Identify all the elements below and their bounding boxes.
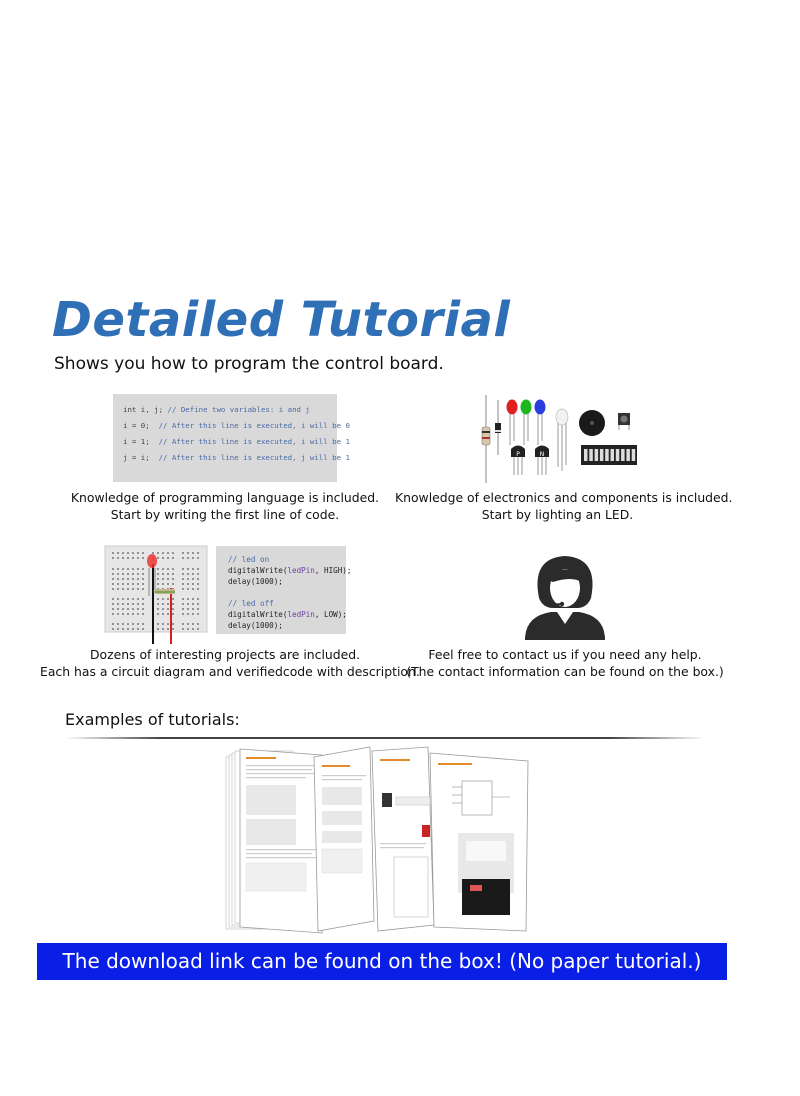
resistor-icon — [482, 395, 490, 483]
feature-electronics-caption: Knowledge of electronics and components is included. Start by lighting an LED. — [395, 490, 733, 522]
examples-heading: Examples of tutorials: — [65, 710, 240, 729]
diode-icon — [495, 400, 501, 455]
section-divider — [65, 737, 705, 740]
feature-support-caption: Feel free to contact us if you need any help. (The contact information can be found on the box.) — [406, 647, 724, 679]
document-icon — [430, 753, 528, 931]
buzzer-icon — [579, 410, 605, 436]
document-icon — [314, 747, 374, 931]
svg-text:N: N — [539, 451, 545, 458]
document-icon — [372, 747, 434, 931]
led-bar-icon — [581, 445, 637, 465]
download-link-banner: The download link can be found on the box! (No paper tutorial.) — [37, 943, 727, 980]
support-agent-icon — [523, 550, 607, 640]
led-icon — [507, 400, 518, 446]
tutorial-pages-illustration — [222, 745, 542, 935]
page-title: Detailed Tutorial — [52, 292, 511, 348]
rgb-led-icon — [556, 409, 568, 471]
electronic-components-illustration — [478, 395, 648, 485]
feature-programming-caption: Knowledge of programming language is included. Start by writing the first line of code. — [70, 490, 380, 522]
transistor-icon — [511, 446, 525, 476]
led-icon — [147, 554, 157, 568]
button-icon — [618, 413, 630, 430]
feature-projects-caption: Dozens of interesting projects are included. Each has a circuit diagram and verifiedcode with description. — [40, 647, 420, 679]
code-sample-programming — [113, 394, 350, 482]
code-line: int i, j; // Define two variables: i and j — [123, 405, 310, 414]
svg-text:P: P — [516, 451, 520, 458]
document-icon — [226, 749, 322, 933]
code-line: j = i; // After this line is executed, j will be 1 — [123, 453, 350, 462]
led-icon — [521, 400, 532, 446]
code-line: i = 1; // After this line is executed, i will be 1 — [123, 437, 350, 446]
page-subtitle: Shows you how to program the control board. — [54, 354, 444, 374]
code-sample-led: // led on digitalWrite(ledPin, HIGH); delay(1000); // led off digitalWrite(ledPin, LOW); delay(1000); — [216, 546, 346, 634]
code-line: i = 0; // After this line is executed, i will be 0 — [123, 421, 350, 430]
led-icon — [535, 400, 546, 446]
transistor-icon — [535, 446, 549, 476]
breadboard-icon — [105, 546, 207, 644]
